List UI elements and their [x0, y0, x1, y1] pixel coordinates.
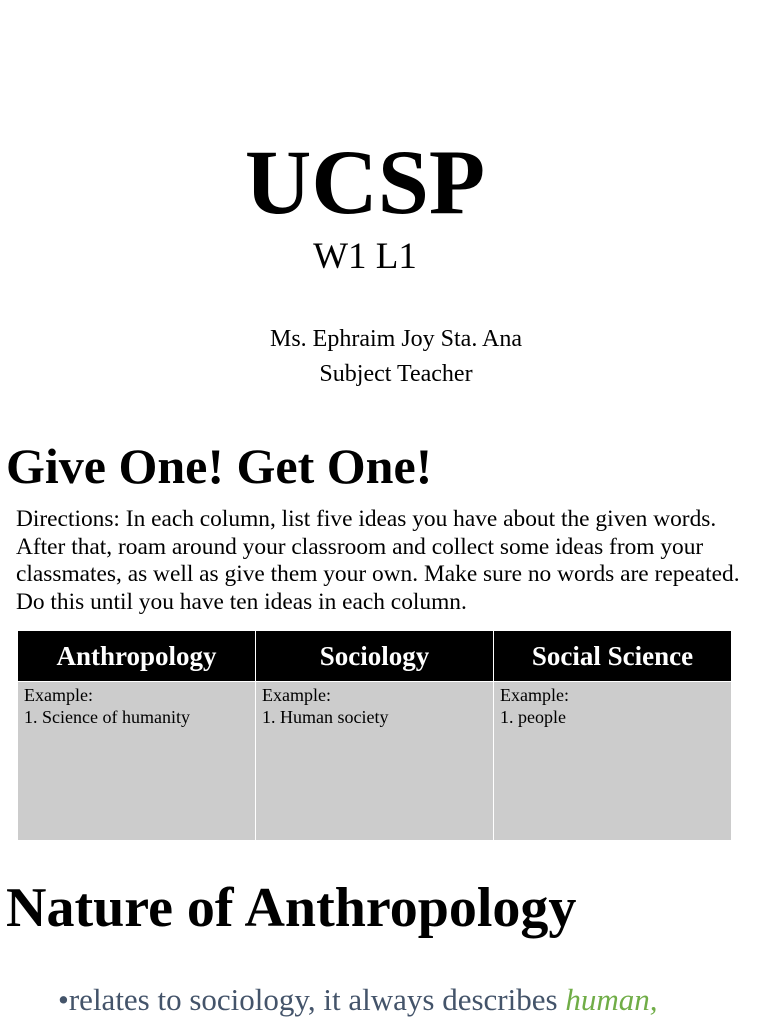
cell-example-label: Example: [24, 685, 93, 705]
ideas-table [17, 630, 732, 841]
cell-example-item: 1. Human society [262, 707, 389, 727]
bullet-highlight: human, [565, 982, 658, 1017]
column-header-sociology: Sociology [256, 631, 494, 682]
cell-example-item: 1. Science of humanity [24, 707, 190, 727]
activity-heading: Give One! Get One! [6, 438, 433, 494]
section-heading: Nature of Anthropology [6, 877, 577, 939]
cell-example-label: Example: [500, 685, 569, 705]
table-cell-social-science [494, 682, 732, 841]
column-header-anthropology: Anthropology [18, 631, 256, 682]
column-header-social-science: Social Science [494, 631, 732, 682]
bullet-item [58, 980, 657, 1020]
table-header-row [18, 631, 732, 682]
teacher-role: Subject Teacher [319, 361, 473, 387]
bullet-marker: • [58, 982, 69, 1017]
page-subtitle: W1 L1 [313, 236, 417, 277]
teacher-block [210, 322, 582, 392]
cell-example-item: 1. people [500, 707, 566, 727]
bullet-text: relates to sociology, it always describes [68, 982, 566, 1017]
table-cell-sociology [256, 682, 494, 841]
directions-text: Directions: In each column, list five ideas you have about the given words. After that, roam around your classroom and collect some ideas from your classmates, as well as give them your own. Make sure no words are repeated. Do this until you have ten ideas in each column. [16, 506, 740, 615]
table-row [18, 682, 732, 841]
table-cell-anthropology [18, 682, 256, 841]
cell-example-label: Example: [262, 685, 331, 705]
teacher-name: Ms. Ephraim Joy Sta. Ana [270, 326, 522, 352]
page-title: UCSP [244, 131, 486, 233]
